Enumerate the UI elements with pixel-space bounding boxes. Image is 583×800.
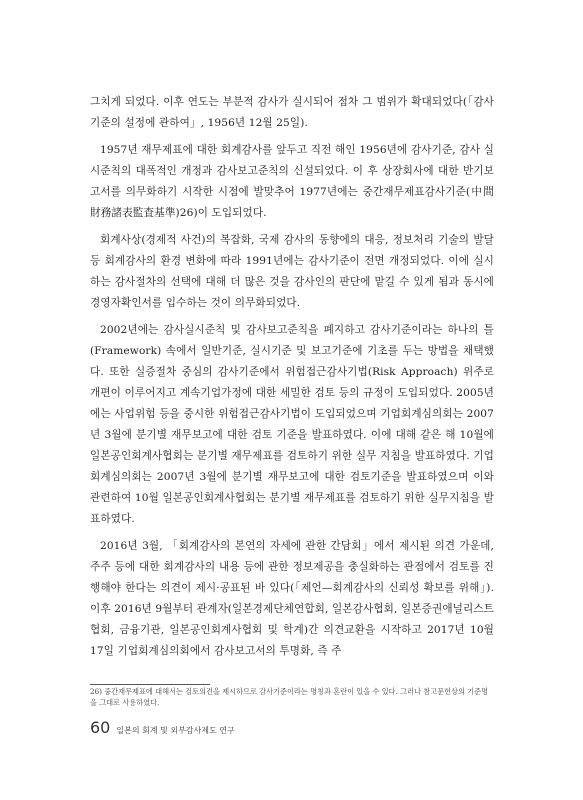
paragraph-2002-framework: 2002년에는 감사실시준칙 및 감사보고준칙을 폐지하고 감사기준이라는 하나의 틀(Framework) 속에서 일반기준, 실시기준 및 보고기준에 기초를 두는 방법을 채택했다. 또한 실증절차 중심의 감사기준에서 위험접근감사기법(Risk Approach) 위주로 개편이 이루어지고 계속기업가정에 대한 세밀한 검토 등의 규정이 도입되었다. 2005년에는 사업위험 등을 중시한 위험접근감사기법이 도입되었으며 기업회계심의회는 2007년 3월에 분기별 재무보고에 대한 검토 기준을 발표하였다. 이에 대해 같은 해 10월에 일본공인회계사협회는 분기별 재무제표를 검토하기 위한 실무 지침을 발표하였다. 기업회계심의회는 2007년 3월에 분기별 재무보고에 대한 검토기준을 발표하였으며 이와 관련하여 10월 일본공인회계사협회는 분기별 재무제표를 검토하기 위한 실무지침을 발표하였다. [90, 324, 494, 525]
paragraph-1991-revision: 회계사상(경제적 사건)의 복잡화, 국제 감사의 동향에의 대응, 정보처리 기술의 발달 등 회계감사의 환경 변화에 따라 1991년에는 감사기준이 전면 개정되었다. 이에 실시하는 감사절차의 선택에 대해 더 많은 것을 감사인의 판단에 맡길 수 있게 됨과 동시에 경영자확인서를 입수하는 것이 의무화되었다. [90, 234, 494, 309]
body-text [90, 92, 494, 662]
page-number: 60 [90, 718, 111, 737]
footnote-26: 26) 중간재무제표에 대해서는 검토의견을 제시하므로 감사기준이라는 명칭과 혼란이 있을 수 있다. 그러나 참고문헌상의 기준명을 그대로 사용하였다. [90, 687, 489, 707]
page-footer [90, 718, 235, 738]
paragraph-continuation: 그치게 되었다. 이후 연도는 부분적 감사가 실시되어 점차 그 범위가 확대되었다(「감사기준의 설정에 관하여」, 1956년 12월 25일). [90, 96, 494, 129]
footnote-divider [90, 684, 210, 685]
running-title: 일본의 회계 및 외부감사제도 연구 [116, 726, 235, 735]
paragraph-2016-roundtable: 2016년 3월, 「회계감사의 본연의 자세에 관한 간담회」에서 제시된 의견 가운데, 주주 등에 대한 회계감사의 내용 등에 관한 정보제공을 충실화하는 관점에서 검토를 진행해야 한다는 의견이 제시·공표된 바 있다(「제언—회계감사의 신뢰성 확보를 위해」). 이후 2016년 9월부터 관계자(일본경제단체연합회, 일본감사협회, 일본증권애널리스트협회, 금융기관, 일본공인회계사협회 및 학계)간 의견교환을 시작하고 2017년 10월 17일 기업회계심의회에서 감사보고서의 투명화, 즉 주 [90, 540, 494, 657]
paragraph-1957-standards: 1957년 재무제표에 대한 회계감사를 앞두고 직전 해인 1956년에 감사기준, 감사 실시준칙의 대폭적인 개정과 감사보고준칙의 신설되었다. 이 후 상장회사에 대한 반기보고서를 의무화하기 시작한 시점에 발맞추어 1977년에는 중간재무제표감사기준(中間財務諸表監査基準)26)이 도입되었다. [90, 144, 494, 219]
